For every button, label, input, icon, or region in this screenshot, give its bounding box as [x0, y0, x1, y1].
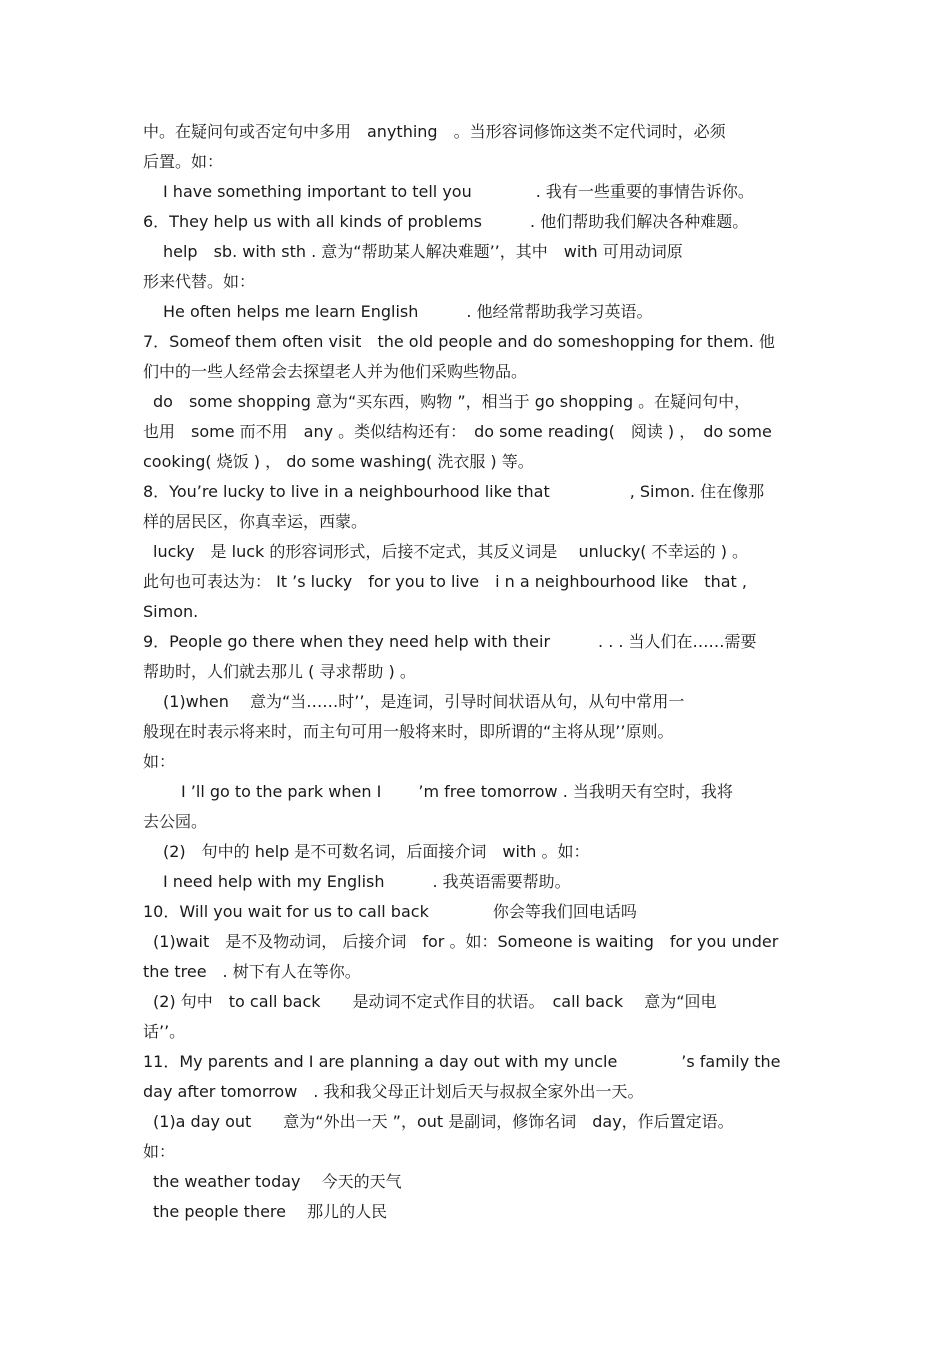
text-line: Simon.: [143, 602, 199, 621]
text-line: cooking( 烧饭 ) ， do some washing( 洗衣服 ) 等。: [143, 452, 534, 471]
example-sentence: He often helps me learn English . 他经常帮助我学习英语。: [163, 302, 653, 321]
numbered-item-8: 8．You’re lucky to live in a neighbourhood like that , Simon. 住在像那: [143, 482, 765, 501]
example-sentence: I ’ll go to the park when I ’m free tomorrow . 当我明天有空时，我将: [181, 782, 733, 801]
numbered-item-7: 7．Someof them often visit the old people and do someshopping for them. 他: [143, 332, 775, 351]
text-line: day after tomorrow . 我和我父母正计划后天与叔叔全家外出一天。: [143, 1082, 644, 1101]
sub-point-2: (2) 句中的 help 是不可数名词，后面接介词 with 。如：: [163, 842, 590, 861]
text-line: 中。在疑问句或否定句中多用 anything 。当形容词修饰这类不定代词时，必须: [143, 122, 726, 141]
example-sentence: I need help with my English . 我英语需要帮助。: [163, 872, 571, 891]
sub-point-1: (1)a day out 意为“外出一天 ”，out 是副词，修饰名词 day，作后置定语。: [153, 1112, 734, 1131]
numbered-item-11: 11．My parents and I are planning a day out with my uncle ’s family the: [143, 1052, 781, 1071]
sub-point-1: (1)wait 是不及物动词， 后接介词 for 。如：Someone is waiting for you under: [153, 932, 779, 951]
text-line: 们中的一些人经常会去探望老人并为他们采购些物品。: [143, 362, 528, 381]
sub-point-2: (2) 句中 to call back 是动词不定式作目的状语。 call back 意为“回电: [153, 992, 717, 1011]
example-phrase: the people there 那儿的人民: [153, 1202, 388, 1221]
text-line: 也用 some 而不用 any 。类似结构还有： do some reading( 阅读 ) ， do some: [143, 422, 772, 441]
explanation-line: lucky 是 luck 的形容词形式，后接不定式，其反义词是 unlucky( 不幸运的 ) 。: [153, 542, 749, 561]
document-body: [143, 117, 808, 1227]
text-line: 样的居民区，你真幸运，西蒙。: [143, 512, 368, 531]
text-line: 后置。如：: [143, 152, 224, 171]
text-line: the tree . 树下有人在等你。: [143, 962, 361, 981]
text-line: 帮助时，人们就去那儿 ( 寻求帮助 ) 。: [143, 662, 416, 681]
sub-point-1: (1)when 意为“当……时’’，是连词，引导时间状语从句，从句中常用一: [163, 692, 685, 711]
text-line: 话’’。: [143, 1022, 186, 1041]
text-line: 般现在时表示将来时，而主句可用一般将来时，即所谓的“主将从现’’原则。: [143, 722, 674, 741]
text-line: 形来代替。如：: [143, 272, 256, 291]
explanation-line: do some shopping 意为“买东西，购物 ”，相当于 go shopping 。在疑问句中，: [153, 392, 751, 411]
explanation-line: help sb. with sth . 意为“帮助某人解决难题’’，其中 with 可用动词原: [163, 242, 683, 261]
numbered-item-9: 9．People go there when they need help with their . . . 当人们在……需要: [143, 632, 757, 651]
text-line: 如：: [143, 1142, 176, 1161]
numbered-item-6: 6．They help us with all kinds of problems . 他们帮助我们解决各种难题。: [143, 212, 749, 231]
text-line: 如：: [143, 752, 176, 771]
numbered-item-10: 10．Will you wait for us to call back 你会等我们回电话吗: [143, 902, 637, 921]
example-phrase: the weather today 今天的天气: [153, 1172, 402, 1191]
example-sentence: I have something important to tell you . 我有一些重要的事情告诉你。: [163, 182, 754, 201]
text-line: 此句也可表达为： It ’s lucky for you to live i n a neighbourhood like that ,: [143, 572, 747, 591]
text-line: 去公园。: [143, 812, 208, 831]
